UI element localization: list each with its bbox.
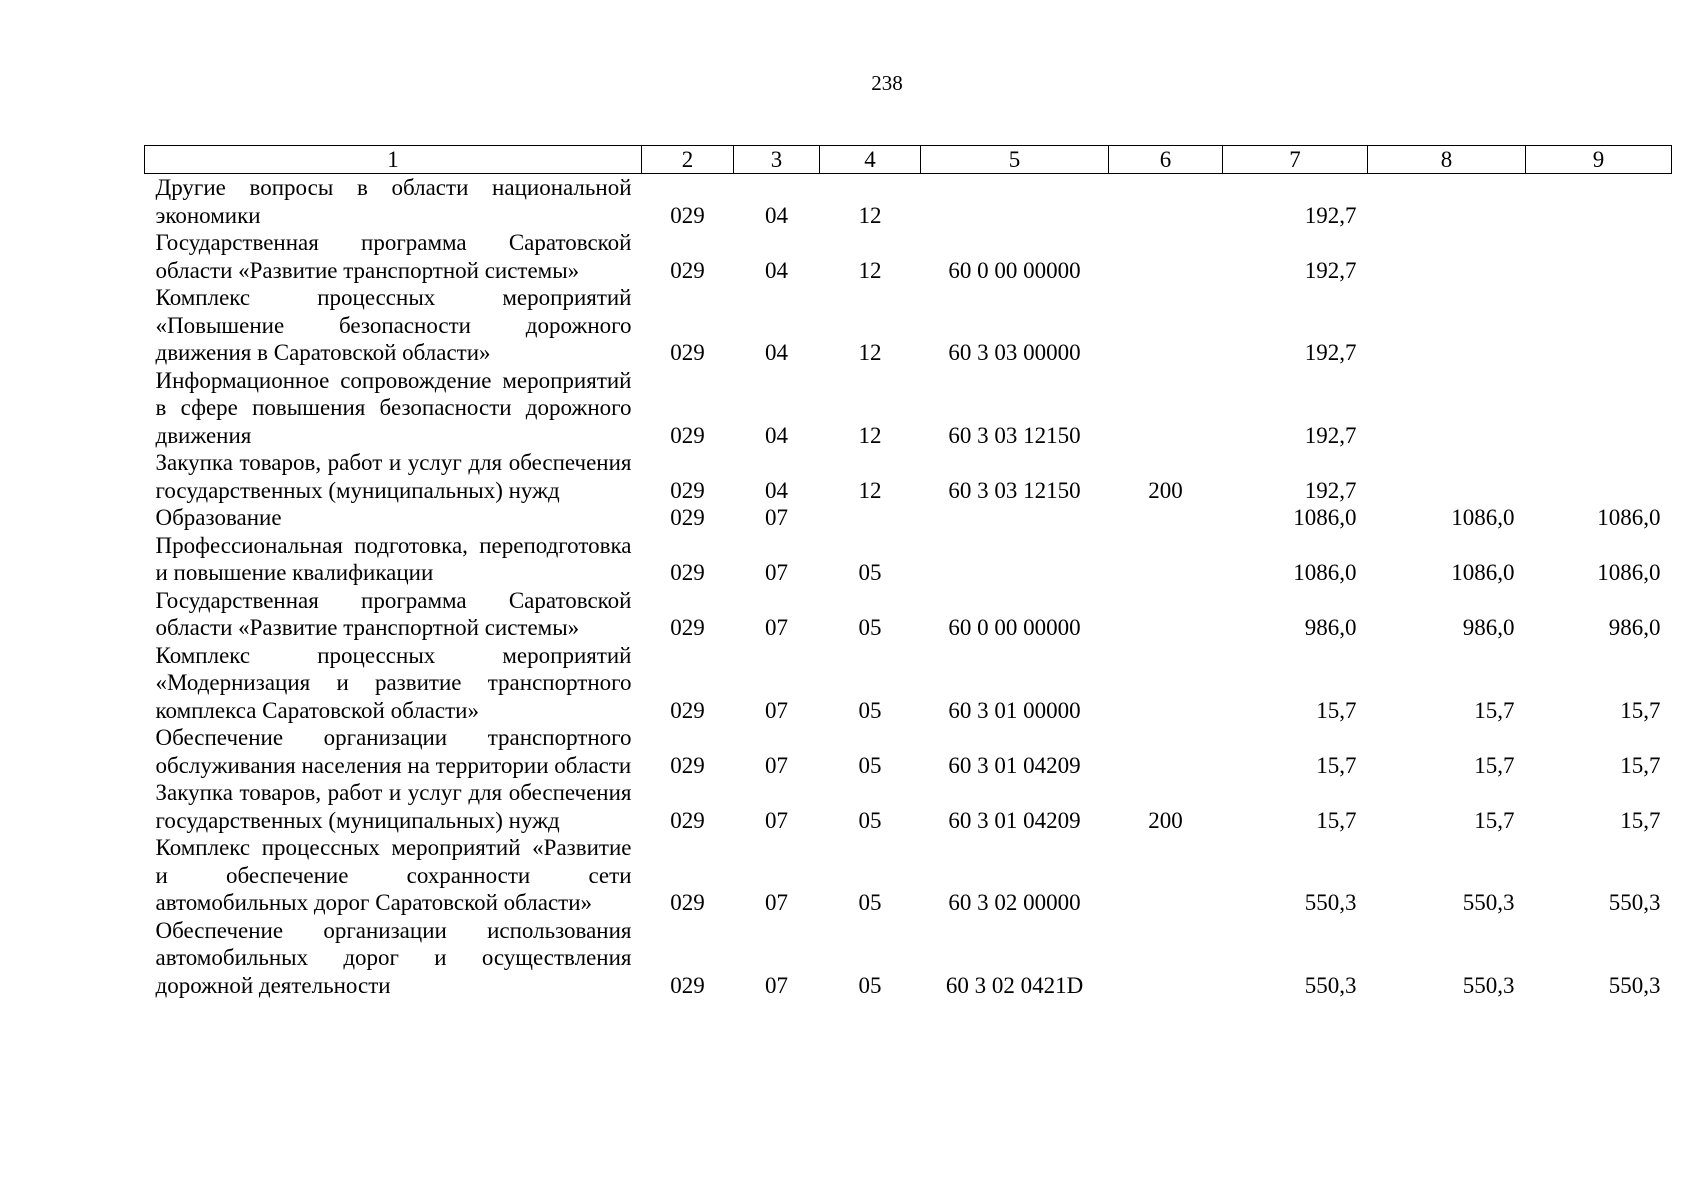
section-code-cell: 04 bbox=[765, 257, 788, 283]
grbs-code-cell: 029 bbox=[670, 202, 705, 228]
expense-type-cell bbox=[1109, 532, 1223, 587]
item-name-cell: Государственная программа Саратовской области «Развитие транспортной системы» bbox=[155, 587, 632, 640]
amount-col7-cell: 1086,0 bbox=[1293, 560, 1357, 585]
section-code-cell: 07 bbox=[765, 752, 788, 778]
expense-type-cell bbox=[1109, 284, 1223, 367]
target-article-cell bbox=[921, 532, 1109, 587]
target-article-cell: 60 3 02 0421D bbox=[945, 972, 1084, 998]
subsection-code-cell: 12 bbox=[858, 202, 882, 228]
amount-col7-cell: 550,3 bbox=[1304, 890, 1357, 915]
amount-col8-cell bbox=[1368, 174, 1526, 230]
amount-col8-cell: 550,3 bbox=[1462, 890, 1515, 915]
column-header: 1 bbox=[145, 146, 642, 174]
target-article-cell: 60 3 02 00000 bbox=[948, 890, 1081, 915]
subsection-code-cell: 12 bbox=[858, 340, 882, 365]
subsection-code-cell: 05 bbox=[858, 890, 882, 915]
amount-col7-cell: 192,7 bbox=[1304, 422, 1357, 448]
item-name-cell: Государственная программа Саратовской области «Развитие транспортной системы» bbox=[155, 230, 632, 283]
amount-col9-cell: 15,7 bbox=[1620, 807, 1661, 833]
grbs-code-cell: 029 bbox=[670, 257, 705, 283]
table-row bbox=[145, 724, 1672, 779]
amount-col8-cell: 1086,0 bbox=[1451, 560, 1515, 585]
amount-col7-cell: 986,0 bbox=[1304, 615, 1357, 640]
expense-type-cell bbox=[1109, 917, 1223, 1000]
item-name-cell: Закупка товаров, работ и услуг для обеспечения государственных (муниципальных) нужд bbox=[155, 780, 632, 833]
table-row bbox=[145, 449, 1672, 504]
table-body bbox=[145, 174, 1672, 1000]
grbs-code-cell: 029 bbox=[670, 505, 705, 530]
amount-col9-cell: 550,3 bbox=[1608, 972, 1661, 998]
subsection-code-cell: 12 bbox=[858, 422, 882, 448]
amount-col9-cell: 1086,0 bbox=[1597, 560, 1661, 585]
item-name-cell: Закупка товаров, работ и услуг для обеспечения государственных (муниципальных) нужд bbox=[155, 450, 632, 503]
column-header: 9 bbox=[1526, 146, 1672, 174]
expense-type-cell bbox=[1109, 174, 1223, 230]
subsection-code-cell: 05 bbox=[858, 752, 882, 778]
page-number: 238 bbox=[871, 71, 903, 95]
amount-col8-cell: 15,7 bbox=[1474, 807, 1515, 833]
amount-col9-cell: 550,3 bbox=[1608, 890, 1661, 915]
amount-col8-cell: 15,7 bbox=[1474, 752, 1515, 778]
budget-table bbox=[144, 145, 1672, 999]
column-header: 2 bbox=[642, 146, 734, 174]
table-header bbox=[145, 146, 1672, 174]
table-row bbox=[145, 587, 1672, 642]
grbs-code-cell: 029 bbox=[670, 697, 705, 723]
expense-type-cell: 200 bbox=[1148, 807, 1183, 833]
target-article-cell: 60 3 01 04209 bbox=[948, 807, 1081, 833]
grbs-code-cell: 029 bbox=[670, 560, 705, 585]
expense-type-cell: 200 bbox=[1148, 477, 1183, 503]
amount-col7-cell: 192,7 bbox=[1304, 202, 1357, 228]
grbs-code-cell: 029 bbox=[670, 422, 705, 448]
subsection-code-cell: 05 bbox=[858, 972, 882, 998]
table-row bbox=[145, 504, 1672, 532]
amount-col8-cell bbox=[1368, 229, 1526, 284]
amount-col7-cell: 550,3 bbox=[1304, 972, 1357, 998]
subsection-code-cell: 05 bbox=[858, 697, 882, 723]
amount-col9-cell bbox=[1526, 449, 1672, 504]
amount-col8-cell: 550,3 bbox=[1462, 972, 1515, 998]
target-article-cell: 60 3 03 12150 bbox=[948, 477, 1081, 503]
section-code-cell: 04 bbox=[765, 202, 788, 228]
amount-col7-cell: 15,7 bbox=[1316, 807, 1357, 833]
subsection-code-cell: 12 bbox=[858, 257, 882, 283]
target-article-cell: 60 3 03 00000 bbox=[948, 340, 1081, 365]
table-row bbox=[145, 367, 1672, 450]
section-code-cell: 07 bbox=[765, 807, 788, 833]
amount-col8-cell bbox=[1368, 449, 1526, 504]
expense-type-cell bbox=[1109, 587, 1223, 642]
expense-type-cell bbox=[1109, 642, 1223, 725]
amount-col9-cell bbox=[1526, 367, 1672, 450]
column-header: 6 bbox=[1109, 146, 1223, 174]
section-code-cell: 04 bbox=[765, 340, 788, 365]
amount-col9-cell bbox=[1526, 174, 1672, 230]
table-row bbox=[145, 917, 1672, 1000]
subsection-code-cell: 05 bbox=[858, 807, 882, 833]
target-article-cell: 60 3 01 04209 bbox=[948, 752, 1081, 778]
section-code-cell: 04 bbox=[765, 477, 788, 503]
amount-col7-cell: 1086,0 bbox=[1293, 505, 1357, 530]
section-code-cell: 04 bbox=[765, 422, 788, 448]
section-code-cell: 07 bbox=[765, 560, 788, 585]
target-article-cell bbox=[921, 504, 1109, 532]
subsection-code-cell: 12 bbox=[858, 477, 882, 503]
amount-col8-cell bbox=[1368, 367, 1526, 450]
grbs-code-cell: 029 bbox=[670, 890, 705, 915]
table-row bbox=[145, 532, 1672, 587]
amount-col7-cell: 15,7 bbox=[1316, 752, 1357, 778]
amount-col7-cell: 192,7 bbox=[1304, 477, 1357, 503]
amount-col7-cell: 15,7 bbox=[1316, 697, 1357, 723]
target-article-cell: 60 0 00 00000 bbox=[948, 257, 1081, 283]
subsection-code-cell bbox=[820, 504, 921, 532]
grbs-code-cell: 029 bbox=[670, 340, 705, 365]
table-row bbox=[145, 779, 1672, 834]
expense-type-cell bbox=[1109, 229, 1223, 284]
amount-col8-cell bbox=[1368, 284, 1526, 367]
column-header: 7 bbox=[1223, 146, 1368, 174]
amount-col7-cell: 192,7 bbox=[1304, 340, 1357, 365]
grbs-code-cell: 029 bbox=[670, 615, 705, 640]
section-code-cell: 07 bbox=[765, 890, 788, 915]
table-row bbox=[145, 229, 1672, 284]
amount-col9-cell bbox=[1526, 284, 1672, 367]
amount-col9-cell: 15,7 bbox=[1620, 697, 1661, 723]
amount-col8-cell: 1086,0 bbox=[1451, 505, 1515, 530]
amount-col9-cell: 986,0 bbox=[1608, 615, 1661, 640]
column-header: 8 bbox=[1368, 146, 1526, 174]
target-article-cell bbox=[921, 174, 1109, 230]
target-article-cell: 60 3 01 00000 bbox=[948, 697, 1081, 723]
item-name-cell: Другие вопросы в области национальной экономики bbox=[155, 175, 632, 228]
amount-col8-cell: 15,7 bbox=[1474, 697, 1515, 723]
table-row bbox=[145, 642, 1672, 725]
grbs-code-cell: 029 bbox=[670, 752, 705, 778]
column-header: 5 bbox=[921, 146, 1109, 174]
grbs-code-cell: 029 bbox=[670, 477, 705, 503]
expense-type-cell bbox=[1109, 367, 1223, 450]
item-name-cell: Комплекс процессных мероприятий «Повышение безопасности дорожного движения в Саратовской области» bbox=[155, 285, 632, 365]
target-article-cell: 60 3 03 12150 bbox=[948, 422, 1081, 448]
amount-col7-cell: 192,7 bbox=[1304, 257, 1357, 283]
expense-type-cell bbox=[1109, 834, 1223, 917]
grbs-code-cell: 029 bbox=[670, 807, 705, 833]
subsection-code-cell: 05 bbox=[858, 615, 882, 640]
section-code-cell: 07 bbox=[765, 615, 788, 640]
subsection-code-cell: 05 bbox=[858, 560, 882, 585]
table-row bbox=[145, 834, 1672, 917]
item-name-cell: Информационное сопровождение мероприятий в сфере повышения безопасности дорожного движения bbox=[155, 367, 632, 448]
column-header: 3 bbox=[734, 146, 820, 174]
amount-col9-cell bbox=[1526, 229, 1672, 284]
amount-col8-cell: 986,0 bbox=[1462, 615, 1515, 640]
item-name-cell: Обеспечение организации использования автомобильных дорог и осуществления дорожной деятельности bbox=[155, 917, 632, 998]
table-row bbox=[145, 284, 1672, 367]
item-name-cell: Обеспечение организации транспортного обслуживания населения на территории области bbox=[155, 725, 632, 778]
expense-type-cell bbox=[1109, 504, 1223, 532]
target-article-cell: 60 0 00 00000 bbox=[948, 615, 1081, 640]
table-row bbox=[145, 174, 1672, 230]
section-code-cell: 07 bbox=[765, 697, 788, 723]
header-row bbox=[145, 146, 1672, 174]
section-code-cell: 07 bbox=[765, 972, 788, 998]
item-name-cell: Образование bbox=[155, 505, 282, 530]
grbs-code-cell: 029 bbox=[670, 972, 705, 998]
item-name-cell: Комплекс процессных мероприятий «Развитие и обеспечение сохранности сети автомобильных дорог Саратовской области» bbox=[155, 835, 632, 915]
item-name-cell: Комплекс процессных мероприятий «Модернизация и развитие транспортного комплекса Саратовской области» bbox=[155, 642, 632, 723]
section-code-cell: 07 bbox=[765, 505, 788, 530]
item-name-cell: Профессиональная подготовка, переподготовка и повышение квалификации bbox=[155, 532, 632, 585]
amount-col9-cell: 1086,0 bbox=[1597, 505, 1661, 530]
expense-type-cell bbox=[1109, 724, 1223, 779]
column-header: 4 bbox=[820, 146, 921, 174]
amount-col9-cell: 15,7 bbox=[1620, 752, 1661, 778]
